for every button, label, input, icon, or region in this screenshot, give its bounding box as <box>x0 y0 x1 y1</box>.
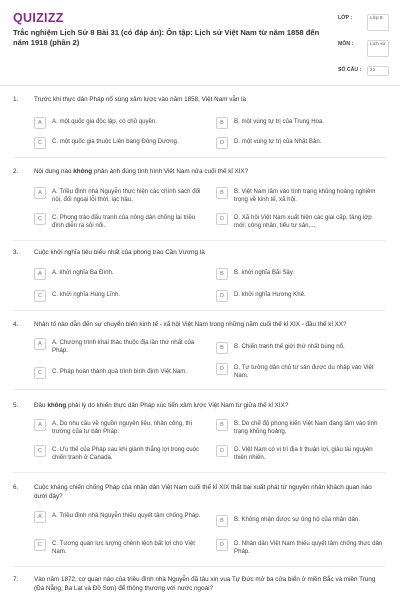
option-letter: C <box>34 137 46 149</box>
option-letter: C <box>34 290 46 302</box>
option-letter: B <box>216 342 228 354</box>
option-letter: D <box>216 539 228 551</box>
option-text: A. khởi nghĩa Ba Đình. <box>52 269 114 276</box>
option-letter: D <box>216 445 228 457</box>
option-text: B. Không nhận được sự ủng hộ của nhân dân. <box>234 516 360 523</box>
option-text: C. Phong trào đấu tranh của nông dân chống lại triều đình diễn ra sôi nổi. <box>52 214 196 230</box>
question-text-emphasis: không <box>47 402 67 409</box>
option-c[interactable] <box>34 291 206 302</box>
option-letter: D <box>216 290 228 302</box>
option-c[interactable] <box>34 214 206 230</box>
option-b[interactable] <box>216 343 384 354</box>
option-letter: B <box>216 419 228 431</box>
option-b[interactable] <box>216 269 384 280</box>
option-a[interactable] <box>34 512 206 523</box>
option-b[interactable] <box>216 118 384 129</box>
option-a[interactable] <box>34 118 206 129</box>
question-number: 1. <box>13 96 19 103</box>
option-text: D. Tư tưởng dân chủ tư sản được du nhập vào Việt Nam. <box>234 364 374 380</box>
page-header <box>0 0 400 86</box>
option-text: A. Triều đình nhà Nguyễn thiếu quyết tâm chống Pháp. <box>52 512 201 519</box>
option-letter: C <box>34 367 46 379</box>
question-number: 6. <box>13 484 19 491</box>
option-d[interactable] <box>216 214 384 230</box>
option-b[interactable] <box>216 516 384 527</box>
question-text-emphasis: không <box>73 168 93 175</box>
question-text-pre: Đâu <box>34 402 48 409</box>
option-text: C. Ưu thế của Pháp sau khi giành thắng lợi trong cuộc chiến tranh ở Canada. <box>52 446 200 462</box>
meta-subject-label: MÔN : <box>338 41 354 47</box>
meta-grade <box>332 14 390 40</box>
question-text-post: phải lý do khiến thực dân Pháp xúc tiến xâm lược Việt Nam từ giữa thế kỉ XIX? <box>66 402 289 409</box>
question-text: Vào năm 1872, cơ quan nào của triều đình nhà Nguyễn đã tâu xin vua Tự Đức mở ba cửa biển ở miền Bắc và miền Trung (Đà Nẵng, Ba Lạt và Đồ Sơn) để thông thương với nước ngoài? <box>34 576 376 592</box>
option-c[interactable] <box>34 446 206 462</box>
option-text: A. Triều đình nhà Nguyễn thực hiện các chính sách đối nội, đối ngoại lỗi thời, lạc hậu. <box>52 188 201 204</box>
option-c[interactable] <box>34 540 206 556</box>
question-text: Cuộc khởi nghĩa tiêu biểu nhất của phong trào Cần Vương là <box>34 249 205 256</box>
option-text: A. Chương trình khai thác thuộc địa lần thứ nhất của Pháp. <box>52 339 195 355</box>
divider <box>13 157 386 158</box>
question-text <box>34 402 384 411</box>
option-d[interactable] <box>216 540 384 556</box>
meta-subject-value: Lịch sử <box>367 40 389 57</box>
meta-grade-value: Lớp 8 <box>367 14 389 31</box>
divider <box>13 240 386 241</box>
divider <box>13 389 386 390</box>
option-c[interactable] <box>34 138 206 149</box>
meta-count-value: 21 <box>367 66 389 76</box>
option-letter: A <box>34 338 46 350</box>
option-text: B. Chiến tranh thế giới thứ nhất bùng nổ. <box>234 343 345 350</box>
page-title: Trắc nghiệm Lịch Sử 8 Bài 31 (có đáp án): Ôn tập: Lịch sử Việt Nam từ năm 1858 đến năm 1918 (phần 2) <box>13 28 320 48</box>
quiz-meta <box>332 14 390 92</box>
question-text <box>34 168 384 177</box>
option-d[interactable] <box>216 291 384 302</box>
question-number: 5. <box>13 402 19 409</box>
option-letter: B <box>216 268 228 280</box>
option-text: B. khởi nghĩa Bãi Sậy. <box>234 269 295 276</box>
meta-subject <box>332 40 390 66</box>
option-text: C. một quốc gia thuộc Liên bang Đông Dương. <box>52 138 179 145</box>
divider <box>13 472 386 473</box>
meta-grade-label: LỚP : <box>338 15 353 21</box>
option-d[interactable] <box>216 446 384 462</box>
option-a[interactable] <box>34 420 206 436</box>
option-text: A. Do nhu cầu về nguồn nguyên liệu, nhân công, thị trường của tư bản Pháp. <box>52 420 192 436</box>
option-letter: B <box>216 117 228 129</box>
option-letter: D <box>216 213 228 225</box>
meta-count-label: SỐ CÂU : <box>338 67 362 73</box>
question-number: 4. <box>13 321 19 328</box>
question-number: 3. <box>13 249 19 256</box>
option-letter: A <box>34 511 46 523</box>
option-letter: A <box>34 117 46 129</box>
option-a[interactable] <box>34 188 206 204</box>
option-text: D. Việt Nam có vị trí địa lí thuận lợi, giàu tài nguyên thiên nhiên. <box>234 446 373 462</box>
option-text: D. một vùng tự trị của Nhật Bản. <box>234 138 322 145</box>
option-text: D. Nhân dân Việt Nam thiếu quyết tâm chống thực dân Pháp. <box>234 540 383 556</box>
divider <box>13 566 386 567</box>
option-letter: C <box>34 539 46 551</box>
question-text: Cuộc kháng chiến chống Pháp của nhân dân Việt Nam cuối thế kỉ XIX thất bại xuất phát từ nguyên nhân khách quan nào dưới đây? <box>34 484 372 500</box>
option-letter: D <box>216 363 228 375</box>
option-text: A. một quốc gia độc lập, có chủ quyền. <box>52 118 158 125</box>
option-text: C. khởi nghĩa Hùng Lĩnh. <box>52 291 121 298</box>
option-text: C. Tương quan lực lượng chênh lệch bất lợi cho Việt Nam. <box>52 540 195 556</box>
question-text-pre: Nội dung nào <box>34 168 74 175</box>
question-text: Trước khi thực dân Pháp nổ súng xâm lược vào năm 1858, Việt Nam vẫn là <box>34 96 247 103</box>
option-text: D. khởi nghĩa Hương Khê. <box>234 291 306 298</box>
option-a[interactable] <box>34 269 206 280</box>
option-d[interactable] <box>216 364 384 380</box>
option-text: B. một vùng tự trị của Trung Hoa. <box>234 118 325 125</box>
option-text: B. Việt Nam lâm vào tình trạng khủng hoảng nghiêm trọng về kinh tế, xã hội. <box>234 188 376 204</box>
option-a[interactable] <box>34 339 206 355</box>
question-text-post: phản ánh đúng tình hình Việt Nam nửa cuối thế kỉ XIX? <box>92 168 249 175</box>
option-c[interactable] <box>34 368 206 379</box>
option-letter: C <box>34 213 46 225</box>
option-letter: B <box>216 515 228 527</box>
option-letter: B <box>216 187 228 199</box>
option-letter: D <box>216 137 228 149</box>
option-text: B. Do chế độ phong kiến Việt Nam đang lâm vào tình trạng khủng hoảng. <box>234 420 378 436</box>
option-letter: A <box>34 419 46 431</box>
option-text: C. Pháp hoàn thành quá trình bình định Việt Nam. <box>52 368 188 375</box>
option-letter: C <box>34 445 46 457</box>
question-text: Nhân tố nào dẫn đến sự chuyển biến kinh tế - xã hội Việt Nam trong những năm cuối thế kỉ XIX - đầu thế kỉ XX? <box>34 321 347 328</box>
option-letter: A <box>34 268 46 280</box>
option-b[interactable] <box>216 420 384 436</box>
question-number: 7. <box>13 576 19 583</box>
divider <box>13 310 386 311</box>
option-text: D. Xã hội Việt Nam xuất hiện các giai cấp, tầng lớp mới: công nhân, tiểu tư sản,... <box>234 214 372 230</box>
question-number: 2. <box>13 168 19 175</box>
option-b[interactable] <box>216 188 384 204</box>
meta-question-count <box>332 66 390 92</box>
option-letter: A <box>34 187 46 199</box>
option-d[interactable] <box>216 138 384 149</box>
quizizz-logo[interactable]: QUIZIZZ <box>13 11 64 25</box>
